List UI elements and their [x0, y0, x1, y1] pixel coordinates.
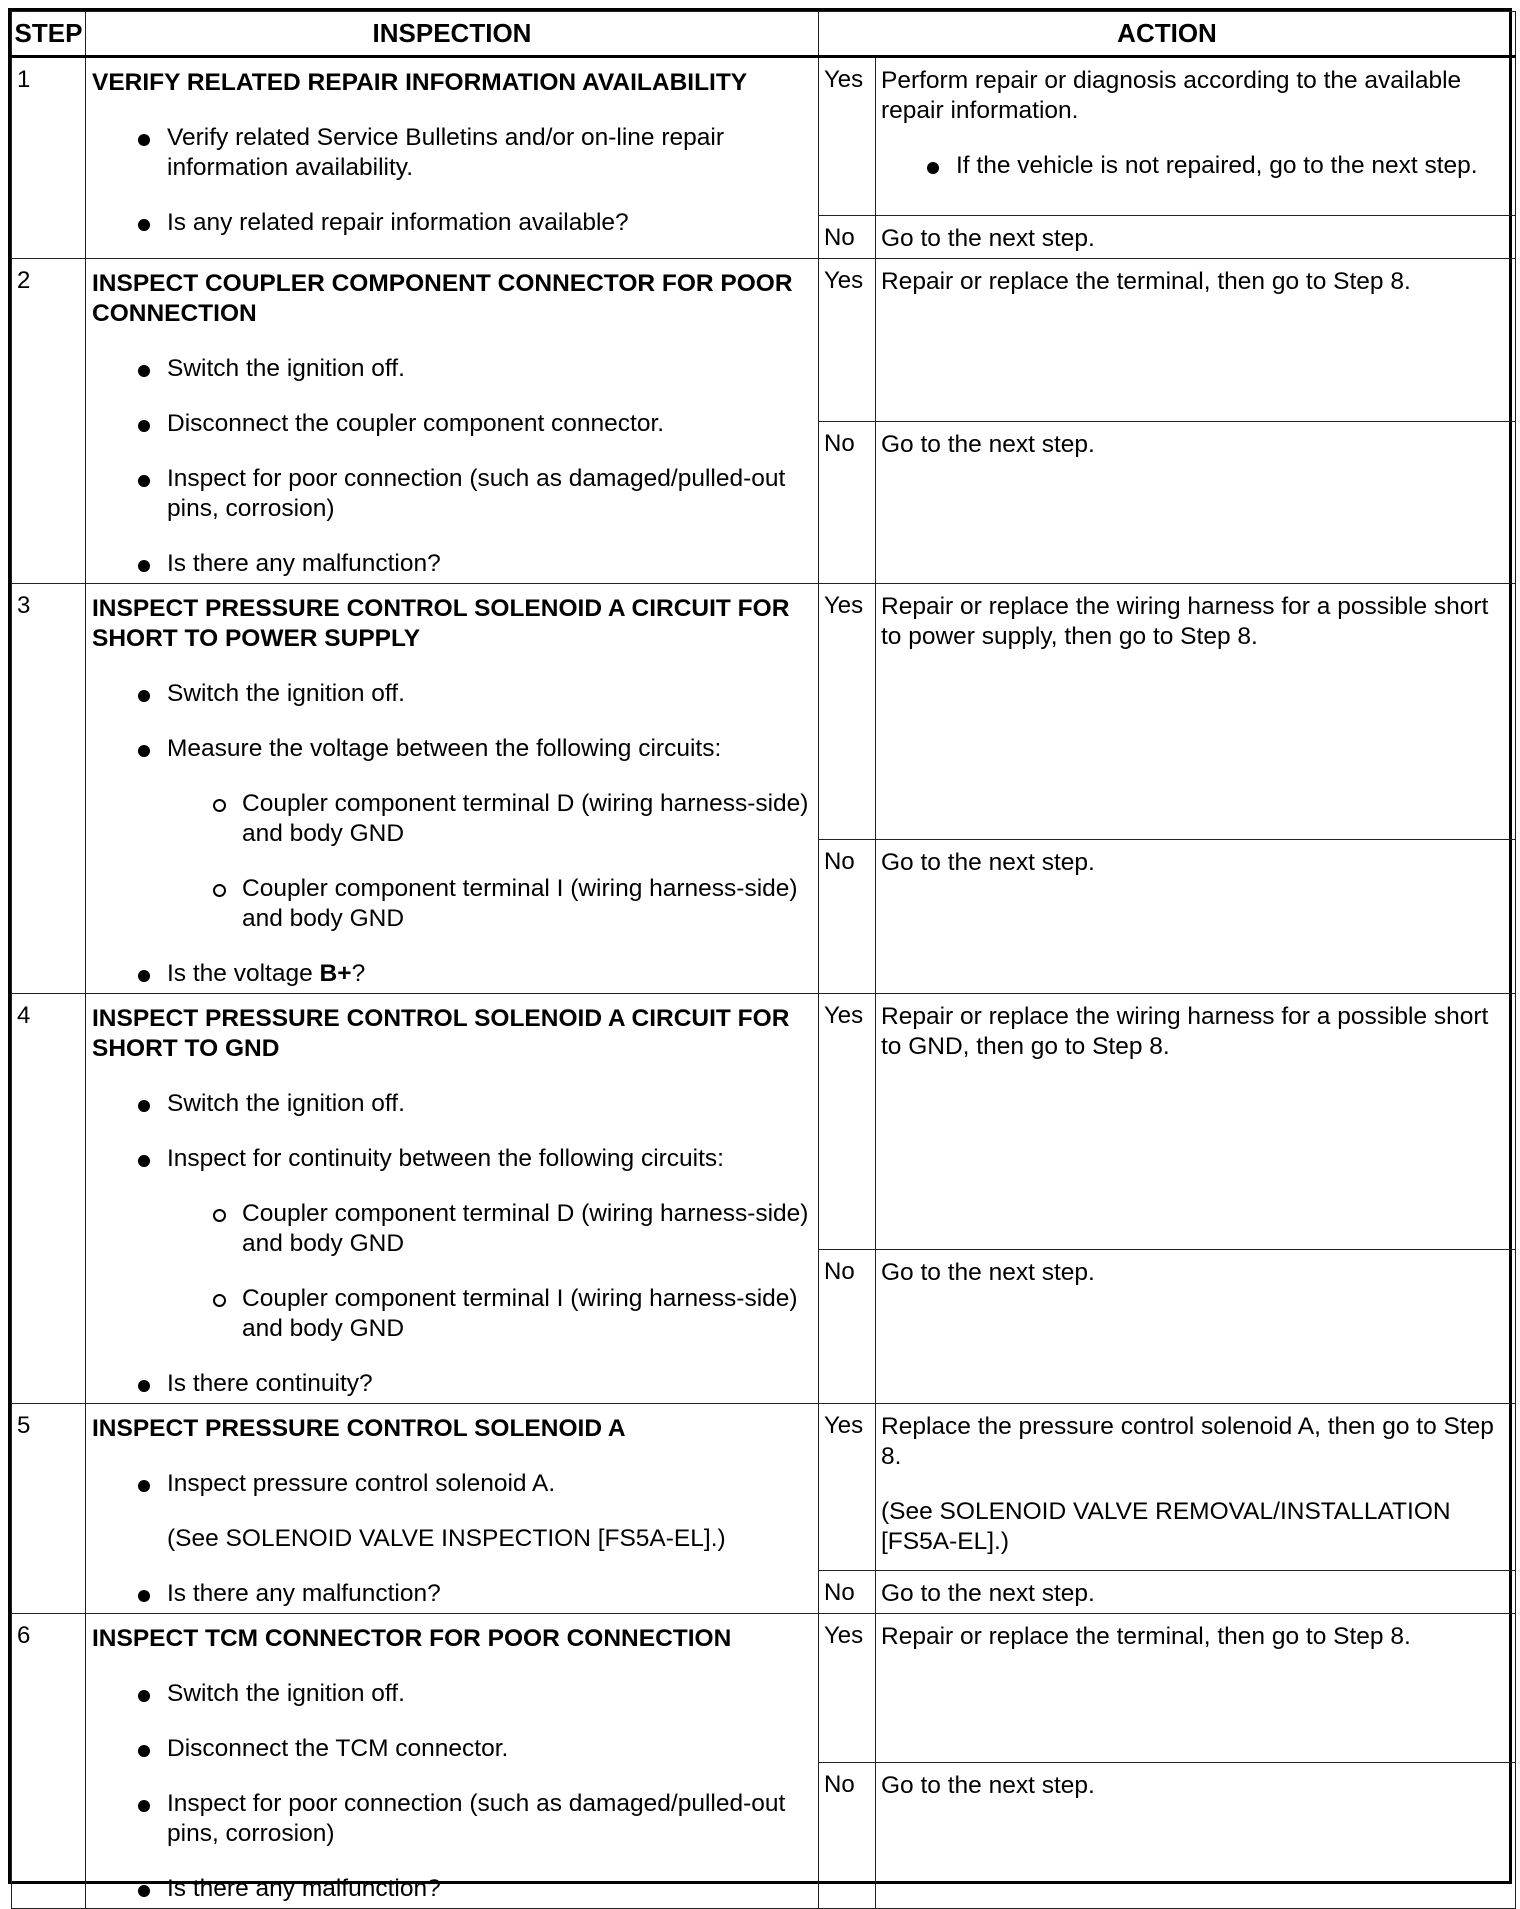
- action-text: Replace the pressure control solenoid A, then go to Step 8.: [881, 1413, 1494, 1470]
- sub-bullet-item: Coupler component terminal D (wiring harness-side) and body GND: [92, 789, 810, 849]
- diagnostic-procedure-document: [8, 8, 1512, 1902]
- yes-action: [876, 1404, 1516, 1571]
- bullet-item: [92, 959, 810, 989]
- yes-label: Yes: [819, 1404, 876, 1571]
- no-action: Go to the next step.: [876, 1762, 1516, 1908]
- step-number: 6: [12, 1614, 86, 1909]
- no-label: No: [819, 840, 876, 994]
- step-inspection: [86, 1614, 819, 1909]
- step-title: INSPECT TCM CONNECTOR FOR POOR CONNECTION: [92, 1625, 732, 1652]
- reference-note: (See SOLENOID VALVE INSPECTION [FS5A-EL].): [167, 1525, 726, 1552]
- header-action: ACTION: [819, 12, 1516, 57]
- no-label: No: [819, 1250, 876, 1404]
- question-text: Is the voltage: [167, 960, 320, 987]
- action-text: Perform repair or diagnosis according to the available repair information.: [881, 67, 1462, 124]
- bullet-item: Switch the ignition off.: [92, 1679, 810, 1709]
- step-4-yes-row: [12, 994, 1516, 1250]
- bullet-item: Measure the voltage between the following circuits:: [92, 734, 810, 764]
- step-inspection: [86, 584, 819, 994]
- yes-label: Yes: [819, 1614, 876, 1763]
- step-title: INSPECT PRESSURE CONTROL SOLENOID A: [92, 1415, 626, 1442]
- sub-bullet-item: Coupler component terminal I (wiring harness-side) and body GND: [92, 1284, 810, 1344]
- step-inspection: [86, 994, 819, 1404]
- table-header-row: [12, 12, 1516, 57]
- step-3-yes-row: [12, 584, 1516, 840]
- step-title: INSPECT COUPLER COMPONENT CONNECTOR FOR POOR CONNECTION: [92, 270, 793, 327]
- bullet-item: Is there any malfunction?: [92, 549, 810, 579]
- bullet-item: Inspect for poor connection (such as damaged/pulled-out pins, corrosion): [92, 464, 810, 524]
- bullet-item: Is there any malfunction?: [92, 1579, 810, 1609]
- yes-action: Repair or replace the wiring harness for a possible short to GND, then go to Step 8.: [876, 994, 1516, 1250]
- step-number: 4: [12, 994, 86, 1404]
- step-number: 5: [12, 1404, 86, 1614]
- step-number: 1: [12, 57, 86, 259]
- diagnostic-table: [11, 11, 1516, 1909]
- question-suffix: ?: [351, 960, 366, 987]
- no-action: Go to the next step.: [876, 1570, 1516, 1613]
- step-title: INSPECT PRESSURE CONTROL SOLENOID A CIRCUIT FOR SHORT TO GND: [92, 1005, 790, 1062]
- step-5-yes-row: [12, 1404, 1516, 1571]
- header-step: STEP: [12, 12, 86, 57]
- step-number: 2: [12, 259, 86, 584]
- yes-action: Repair or replace the terminal, then go to Step 8.: [876, 1614, 1516, 1763]
- no-label: No: [819, 421, 876, 584]
- sub-bullet-item: Coupler component terminal I (wiring harness-side) and body GND: [92, 874, 810, 934]
- bullet-item: Inspect pressure control solenoid A.: [92, 1469, 810, 1499]
- bullet-item: Disconnect the coupler component connector.: [92, 409, 810, 439]
- sub-bullet-item: Coupler component terminal D (wiring harness-side) and body GND: [92, 1199, 810, 1259]
- bullet-item: Verify related Service Bulletins and/or on-line repair information availability.: [92, 123, 810, 183]
- bullet-item: Is there any malfunction?: [92, 1874, 810, 1904]
- yes-label: Yes: [819, 259, 876, 422]
- no-label: No: [819, 1762, 876, 1908]
- step-inspection: [86, 57, 819, 259]
- yes-label: Yes: [819, 994, 876, 1250]
- bullet-item: Is there continuity?: [92, 1369, 810, 1399]
- step-number: 3: [12, 584, 86, 994]
- no-action: Go to the next step.: [876, 421, 1516, 584]
- no-action: Go to the next step.: [876, 840, 1516, 994]
- no-action: Go to the next step.: [876, 216, 1516, 259]
- bullet-item: Switch the ignition off.: [92, 679, 810, 709]
- yes-action: Repair or replace the terminal, then go to Step 8.: [876, 259, 1516, 422]
- bullet-item: Inspect for poor connection (such as damaged/pulled-out pins, corrosion): [92, 1789, 810, 1849]
- yes-label: Yes: [819, 584, 876, 840]
- step-title: INSPECT PRESSURE CONTROL SOLENOID A CIRCUIT FOR SHORT TO POWER SUPPLY: [92, 595, 790, 652]
- yes-action: [876, 57, 1516, 216]
- step-1-yes-row: [12, 57, 1516, 216]
- action-bullet: If the vehicle is not repaired, go to the next step.: [881, 151, 1507, 181]
- step-title: VERIFY RELATED REPAIR INFORMATION AVAILABILITY: [92, 69, 748, 96]
- header-inspection: INSPECTION: [86, 12, 819, 57]
- step-2-yes-row: [12, 259, 1516, 422]
- step-inspection: [86, 259, 819, 584]
- bullet-item: Inspect for continuity between the following circuits:: [92, 1144, 810, 1174]
- no-action: Go to the next step.: [876, 1250, 1516, 1404]
- question-bold: B+: [319, 960, 352, 987]
- bullet-item: Disconnect the TCM connector.: [92, 1734, 810, 1764]
- step-6-yes-row: [12, 1614, 1516, 1763]
- bullet-item: Switch the ignition off.: [92, 354, 810, 384]
- step-inspection: [86, 1404, 819, 1614]
- bullet-item: Switch the ignition off.: [92, 1089, 810, 1119]
- no-label: No: [819, 216, 876, 259]
- yes-label: Yes: [819, 57, 876, 216]
- action-reference: (See SOLENOID VALVE REMOVAL/INSTALLATION [FS5A-EL].): [881, 1498, 1451, 1555]
- yes-action: Repair or replace the wiring harness for a possible short to power supply, then go to Step 8.: [876, 584, 1516, 840]
- no-label: No: [819, 1570, 876, 1613]
- bullet-item: Is any related repair information available?: [92, 208, 810, 238]
